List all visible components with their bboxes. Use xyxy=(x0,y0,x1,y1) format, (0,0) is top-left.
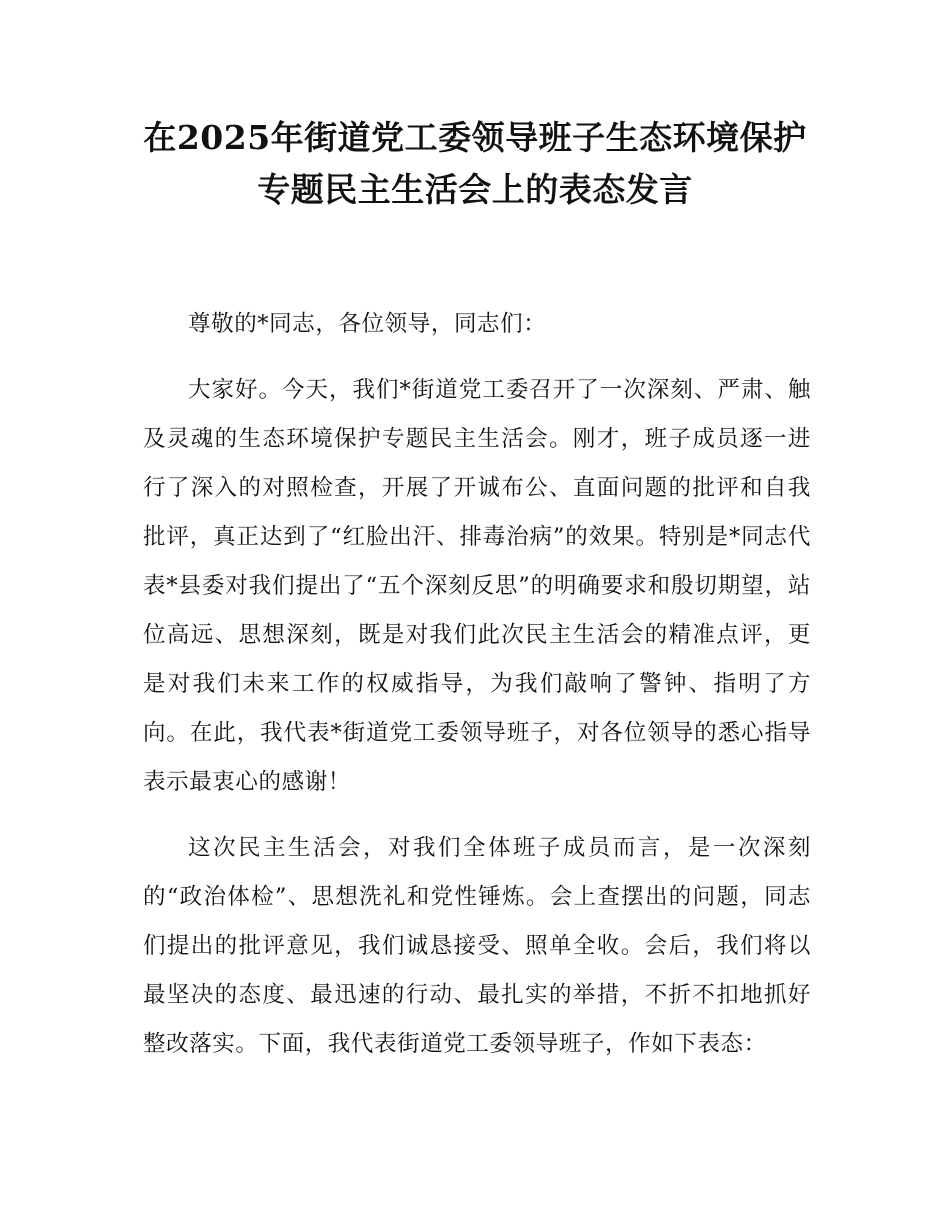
title-line-1: 在2025年街道党工委领导班子生态环境保护 xyxy=(143,118,807,157)
salutation: 尊敬的*同志，各位领导，同志们： xyxy=(188,311,547,337)
document-body xyxy=(143,300,811,1086)
document-title xyxy=(120,112,830,216)
paragraph-opening: 大家好。今天，我们*街道党工委召开了一次深刻、严肃、触及灵魂的生态环境保护专题民主生活会。刚才，班子成员逐一进行了深入的对照检查，开展了开诚布公、直面问题的批评和自我批评，真正达到了“红脸出汗、排毒治病”的效果。特别是*同志代表*县委对我们提出了“五个深刻反思”的明确要求和殷切期望，站位高远、思想深刻，既是对我们此次民主生活会的精准点评，更是对我们未来工作的权威指导，为我们敲响了警钟、指明了方向。在此，我代表*街道党工委领导班子，对各位领导的悉心指导表示最衷心的感谢！ xyxy=(143,377,811,795)
title-line-2: 专题民主生活会上的表态发言 xyxy=(257,170,693,209)
paragraph-commitment: 这次民主生活会，对我们全体班子成员而言，是一次深刻的“政治体检”、思想洗礼和党性锤炼。会上查摆出的问题，同志们提出的批评意见，我们诚恳接受、照单全收。会后，我们将以最坚决的态度、最迅速的行动、最扎实的举措，不折不扣地抓好整改落实。下面，我代表街道党工委领导班子，作如下表态： xyxy=(143,835,811,1057)
